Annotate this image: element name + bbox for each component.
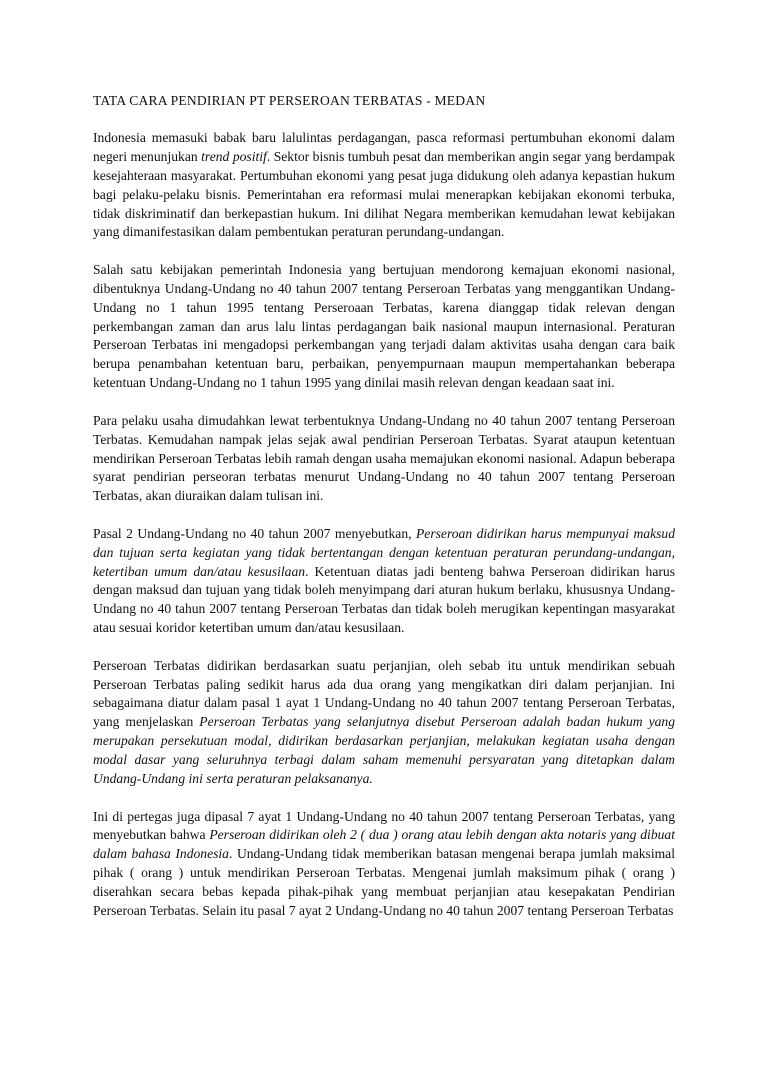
paragraph-5-text-a: Perseroan Terbatas didirikan berdasarkan suatu perjanjian, oleh sebab itu untuk mendirikan sebuah Perseroan Terbatas paling sedikit harus ada dua orang yang mengikatkan diri dalam perjanjian. Ini sebagaimana diatur dalam pasal 1 ayat 1 Undang-Undang no 40 tahun 2007 tentang Perseroan Terbatas, yang menjelaskan: [93, 657, 675, 730]
paragraph-5-italic: Perseroan Terbatas yang selanjutnya disebut Perseroan adalah badan hukum yang merupakan persekutuan modal, didirikan berdasarkan perjanjian, melakukan kegiatan usaha dengan modal dasar yang seluruhnya terbagi dalam saham memenuhi persyaratan yang ditetapkan dalam Undang-Undang ini serta peraturan pelaksananya.: [93, 714, 675, 787]
paragraph-1-text-a: Indonesia memasuki babak baru lalulintas perdagangan, pasca reformasi pertumbuhan ekonomi dalam negeri menunjukan: [93, 129, 675, 164]
paragraph-6-text-c: . Undang-Undang tidak memberikan batasan mengenai berapa jumlah maksimal pihak ( orang ) untuk mendirikan Perseroan Terbatas. Mengenai jumlah maksimum pihak ( orang ) diserahkan secara bebas kepada pihak-pihak yang membuat perjanjian atau kesepakatan Pendirian Perseroan Terbatas. Selain itu pasal 7 ayat 2 Undang-Undang no 40 tahun 2007 tentang Perseroan Terbatas: [93, 846, 675, 919]
paragraph-6-italic: Perseroan didirikan oleh 2 ( dua ) orang atau lebih dengan akta notaris yang dibuat dalam bahasa Indonesia: [93, 827, 675, 862]
paragraph-1: [93, 129, 675, 242]
paragraph-4-text-c: . Ketentuan diatas jadi benteng bahwa Perseroan didirikan harus dengan maksud dan tujuan yang tidak boleh menyimpang dari aturan hukum berlaku, khususnya Undang-Undang no 40 tahun 2007 tentang Perseroan Terbatas dan tidak boleh merugikan kepentingan masyarakat atau sesuai koridor ketertiban umum dan/atau kesusilaan.: [93, 563, 676, 636]
paragraph-4-text-a: Pasal 2 Undang-Undang no 40 tahun 2007 menyebutkan,: [93, 525, 416, 541]
paragraph-5: [93, 657, 675, 789]
paragraph-1-text-c: . Sektor bisnis tumbuh pesat dan memberikan angin segar yang berdampak kesejahteraan masyarakat. Pertumbuhan ekonomi yang pesat juga didukung oleh adanya kepastian hukum bagi pelaku-pelaku bisnis. Pemerintahan era reformasi mulai menerapkan kebijakan ekonomi terbuka, tidak diskriminatif dan berkepastian hukum. Ini dilihat Negara memberikan kemudahan lewat kebijakan yang dimanifestasikan dalam pembentukan peraturan perundang-undangan.: [93, 148, 675, 240]
paragraph-1-italic: trend positif: [201, 148, 267, 164]
document-title: TATA CARA PENDIRIAN PT PERSEROAN TERBATAS - MEDAN: [93, 93, 486, 108]
paragraph-4-italic: Perseroan didirikan harus mempunyai maksud dan tujuan serta kegiatan yang tidak bertentangan dengan ketentuan peraturan perundang-undangan, ketertiban umum dan/atau kesusilaan: [93, 525, 675, 579]
paragraph-2: Salah satu kebijakan pemerintah Indonesia yang bertujuan mendorong kemajuan ekonomi nasional, dibentuknya Undang-Undang no 40 tahun 2007 tentang Perseroan Terbatas yang menggantikan Undang-Undang no 1 tahun 1995 tentang Perseroaan Terbatas, karena dianggap tidak relevan dengan perkembangan zaman dan arus lalu lintas perdagangan baik nasional maupun internasional. Peraturan Perseroan Terbatas ini mengadopsi perkembangan yang terjadi dalam aktivitas usaha dengan cara baik berupa penambahan ketentuan baru, perbaikan, penyempurnaan maupun mempertahankan beberapa ketentuan Undang-Undang no 1 tahun 1995 yang dinilai masih relevan dengan keadaan saat ini.: [93, 261, 675, 391]
document-page: [93, 92, 675, 939]
paragraph-4: [93, 525, 675, 638]
paragraph-3: Para pelaku usaha dimudahkan lewat terbentuknya Undang-Undang no 40 tahun 2007 tentang Perseroan Terbatas. Kemudahan nampak jelas sejak awal pendirian Perseroan Terbatas. Syarat ataupun ketentuan mendirikan Perseroan Terbatas lebih ramah dengan usaha memajukan ekonomi nasional. Adapun beberapa syarat pendirian perseoran terbatas menurut Undang-Undang no 40 tahun 2007 tentang Perseroan Terbatas, akan diuraikan dalam tulisan ini.: [93, 412, 675, 504]
paragraph-6-text-a: Ini di pertegas juga dipasal 7 ayat 1 Undang-Undang no 40 tahun 2007 tentang Perseroan Terbatas, yang menyebutkan bahwa: [93, 808, 675, 843]
paragraph-6: [93, 808, 675, 921]
